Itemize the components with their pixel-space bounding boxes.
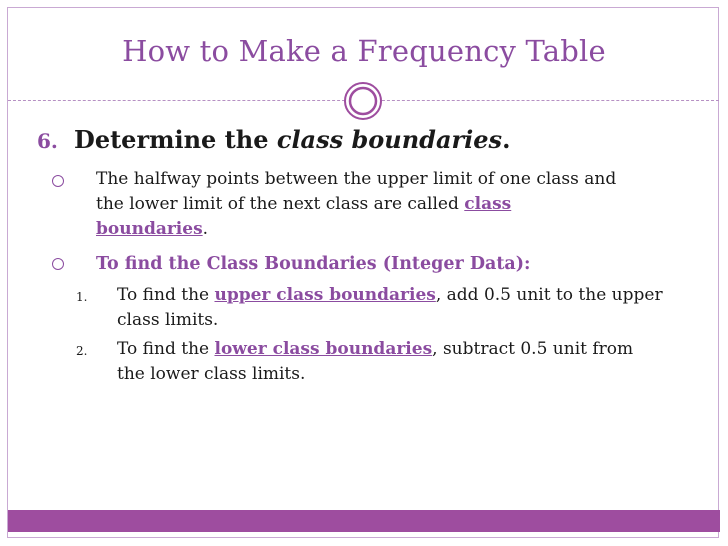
bullet1-line3 xyxy=(96,217,616,242)
slide-title: How to Make a Frequency Table xyxy=(122,34,606,68)
item1-line2: class limits. xyxy=(117,310,219,330)
bullet1-line3-suffix: . xyxy=(202,219,209,239)
bullet1-line2 xyxy=(96,192,616,217)
step-text xyxy=(74,125,510,154)
item1-term: upper class boundaries xyxy=(214,285,436,305)
item1-suffix: , add 0.5 unit to the upper xyxy=(435,285,663,305)
bullet1-term-part1: class xyxy=(464,194,512,214)
item2-suffix: , subtract 0.5 unit from xyxy=(432,339,634,359)
footer-bar xyxy=(8,510,720,532)
item2-line2: the lower class limits. xyxy=(117,364,306,384)
circle-ornament-icon xyxy=(343,81,383,121)
item1-number: 1. xyxy=(76,290,88,304)
item2-text xyxy=(117,337,633,387)
bullet1-line2-prefix: the lower limit of the next class are called xyxy=(96,194,465,214)
item2-prefix: To find the xyxy=(117,339,215,359)
item2-term: lower class boundaries xyxy=(214,339,433,359)
bullet2-text: To find the Class Boundaries (Integer Data): xyxy=(96,254,531,274)
item2-number: 2. xyxy=(76,344,88,358)
step-prefix: Determine the xyxy=(74,125,277,154)
bullet1-line1: The halfway points between the upper limit of one class and xyxy=(96,169,617,189)
step-emphasis: class boundaries xyxy=(276,125,503,154)
item1-text xyxy=(117,283,663,333)
item1-line1 xyxy=(117,283,663,308)
item1-prefix: To find the xyxy=(117,285,215,305)
item2-line1 xyxy=(117,337,633,362)
step-number: 6. xyxy=(37,129,58,153)
bullet1-term-part2: boundaries xyxy=(96,219,203,239)
bullet1-text xyxy=(96,167,616,242)
bullet-circle-icon xyxy=(52,258,64,270)
step-suffix: . xyxy=(502,125,511,154)
bullet-circle-icon xyxy=(52,175,64,187)
